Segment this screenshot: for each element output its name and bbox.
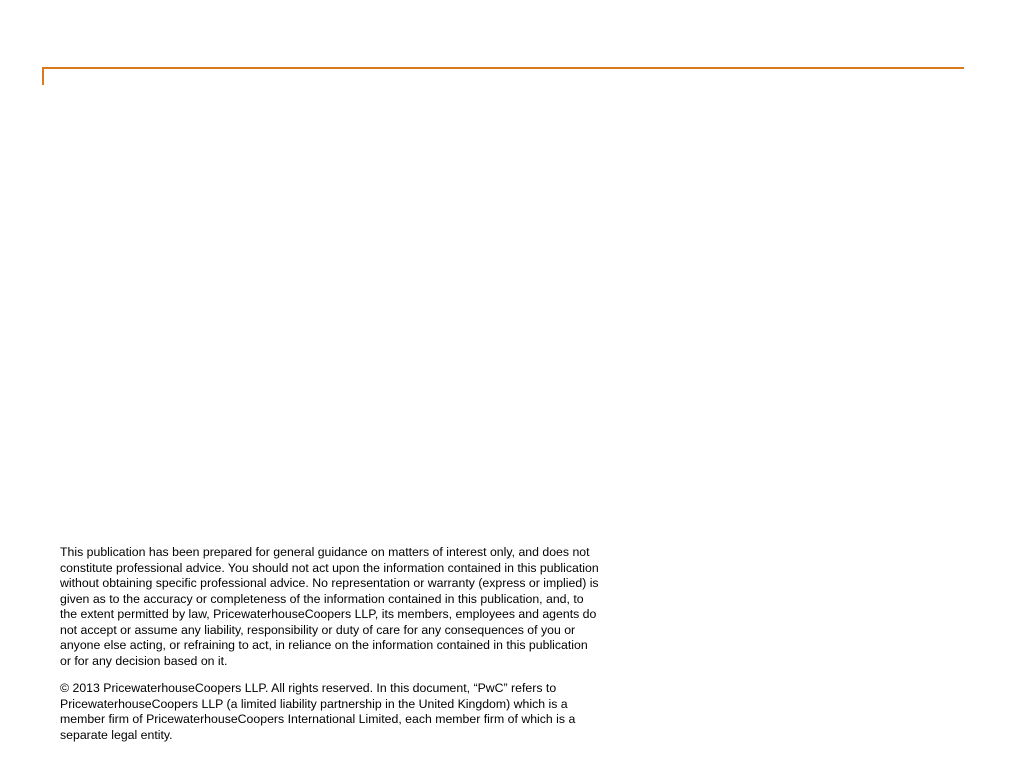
disclaimer-paragraph: This publication has been prepared for general guidance on matters of interest only, and does not constitute professional advice. You should not act upon the information contained in this publication without obtaining specific professional advice. No representation or warranty (express or implied) is given as to the accuracy or completeness of the information contained in this publication, and, to the extent permitted by law, PricewaterhouseCoopers LLP, its members, employees and agents do not accept or assume any liability, responsibility or duty of care for any consequences of you or anyone else acting, or refraining to act, in reliance on the information contained in this publication or for any decision based on it. [60,545,599,668]
header-rule-corner [42,67,44,85]
disclaimer-block [60,545,600,743]
header-rule [42,67,964,69]
copyright-paragraph: © 2013 PricewaterhouseCoopers LLP. All rights reserved. In this document, “PwC” refers to PricewaterhouseCoopers LLP (a limited liability partnership in the United Kingdom) which is a member firm of PricewaterhouseCoopers International Limited, each member firm of which is a separate legal entity. [60,681,576,742]
